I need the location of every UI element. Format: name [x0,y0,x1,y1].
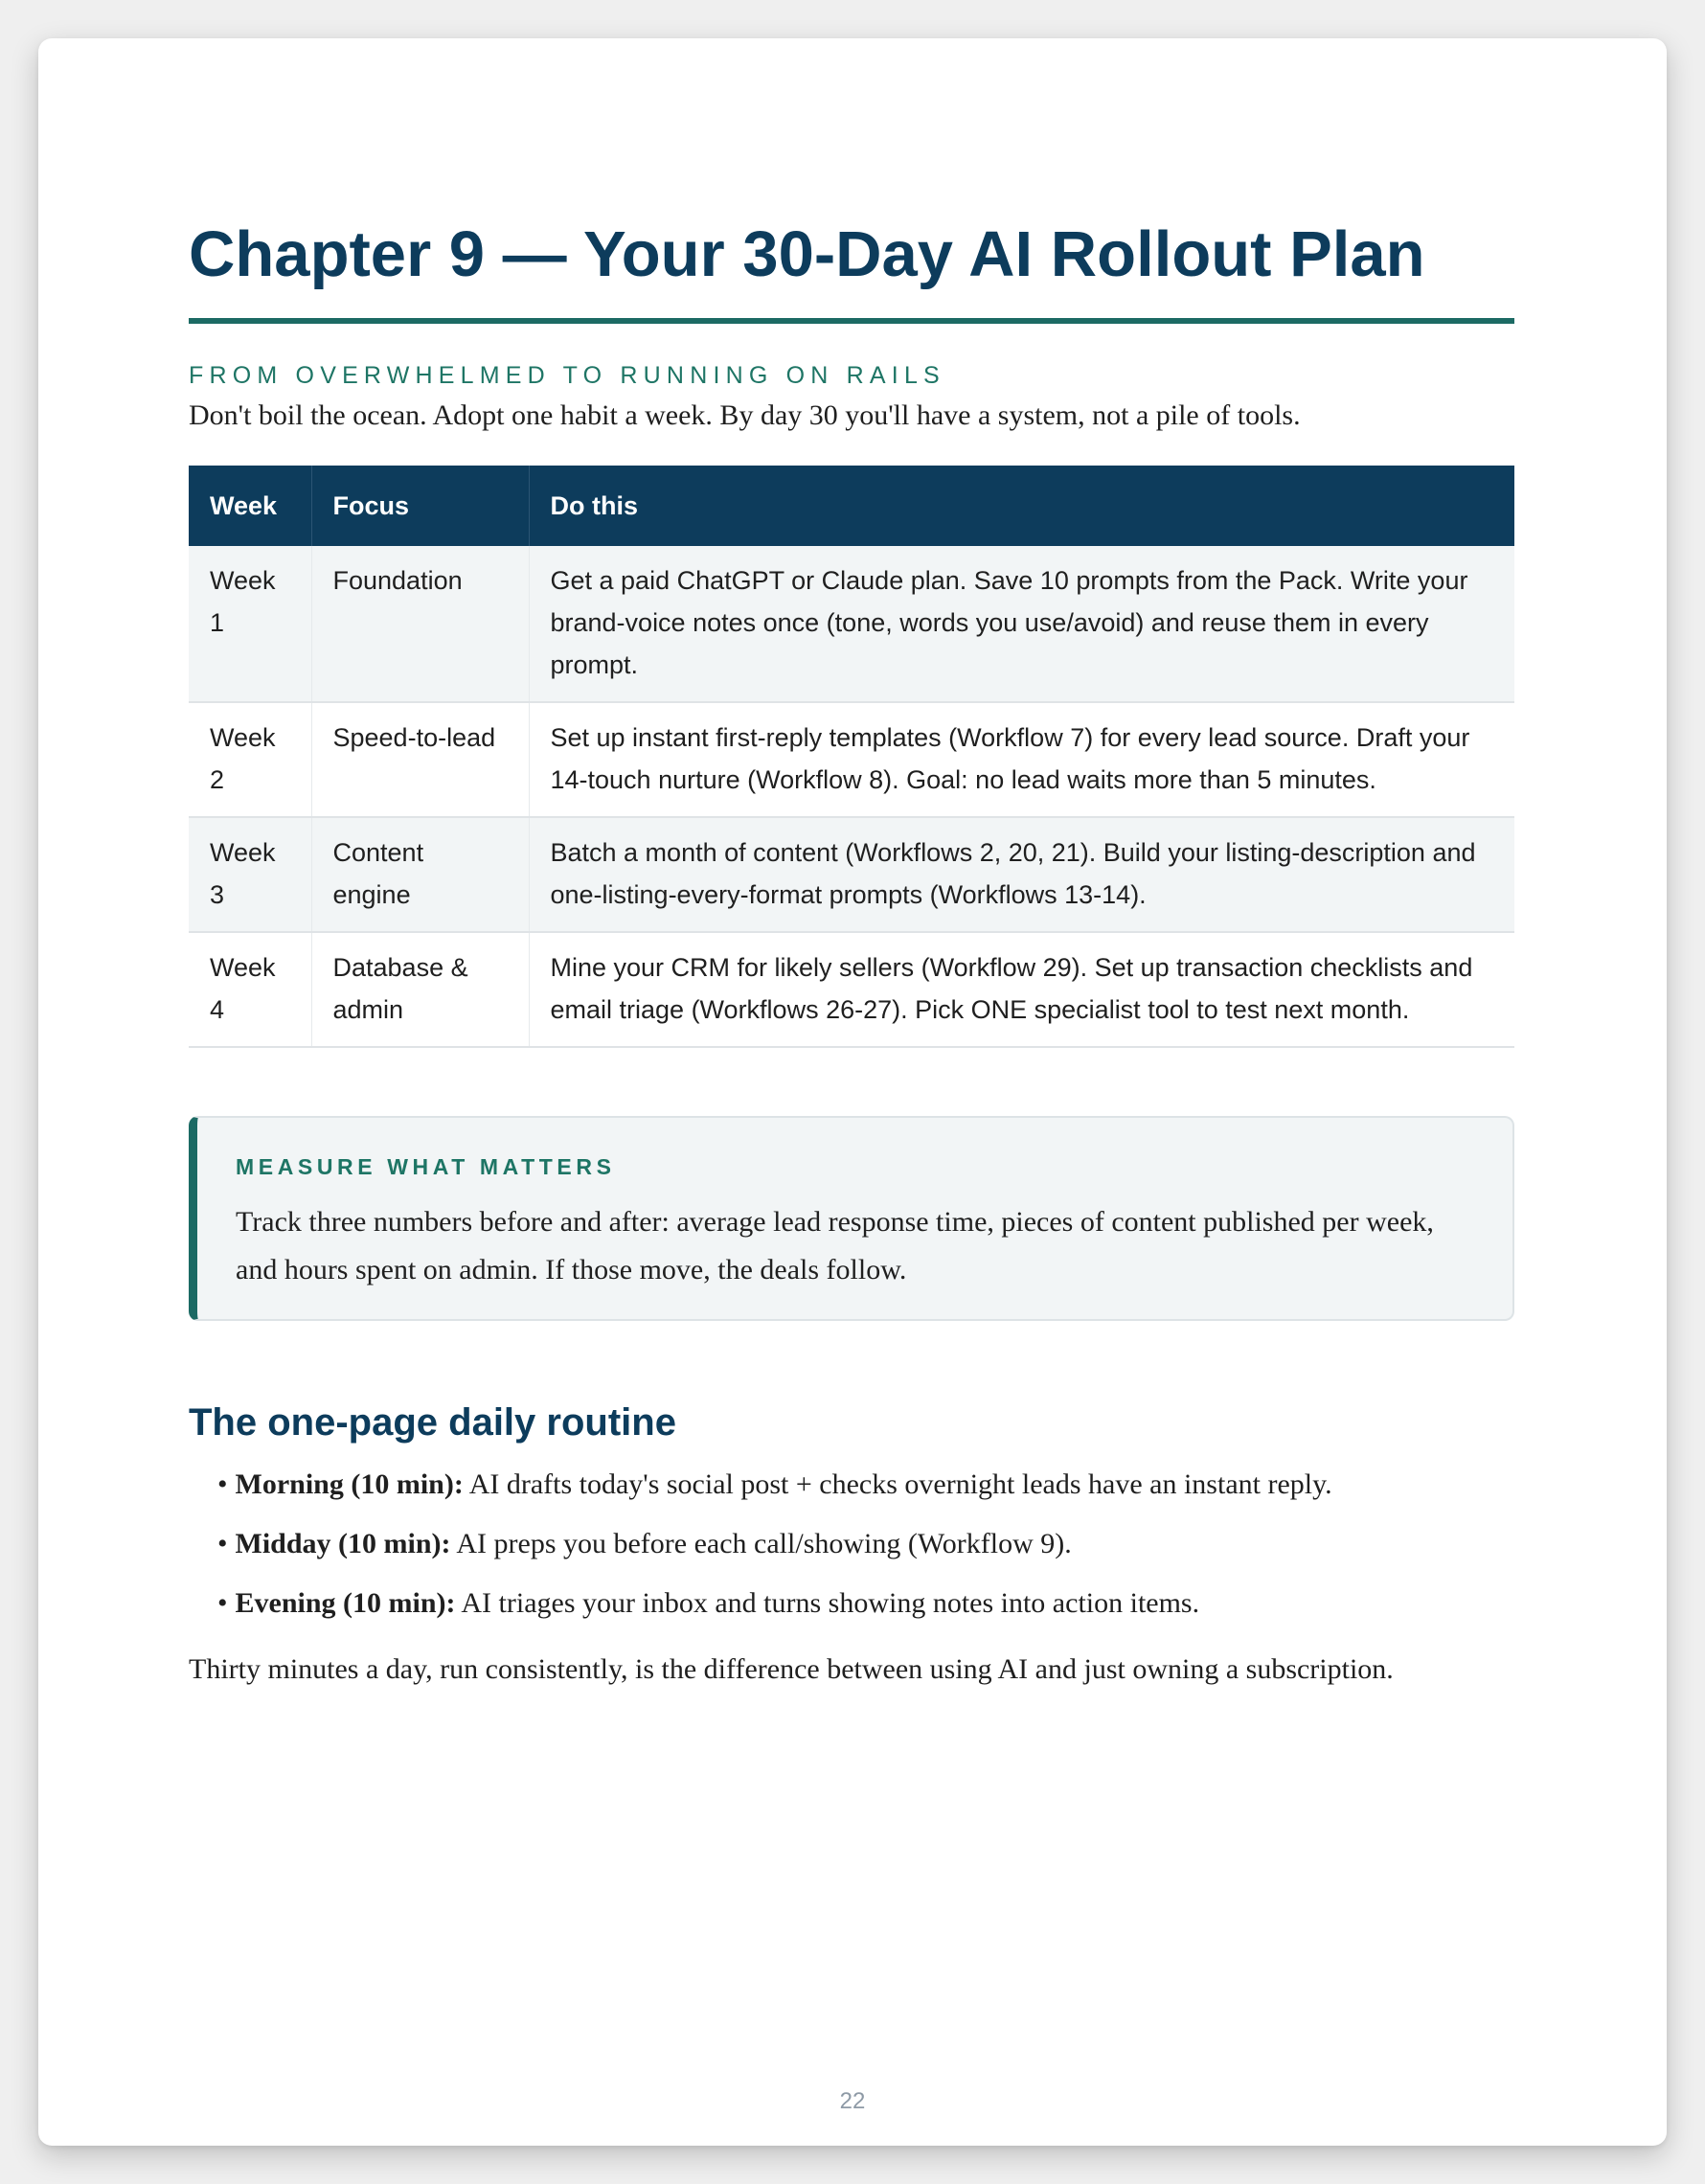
chapter-kicker: FROM OVERWHELMED TO RUNNING ON RAILS [189,362,945,389]
table-header [189,466,1514,546]
bullet-icon: • [217,1528,228,1559]
bullet-icon: • [217,1468,228,1500]
measure-callout [189,1116,1514,1321]
closing-paragraph: Thirty minutes a day, run consistently, is the difference between using AI and just owning a subscription. [189,1653,1394,1685]
document-page [38,38,1667,2146]
table-row [189,932,1514,1047]
table-row [189,546,1514,702]
list-item [217,1584,1332,1644]
callout-label: MEASURE WHAT MATTERS [236,1154,616,1179]
cell-action: Batch a month of content (Workflows 2, 20, 21). Build your listing-description and one-listing-every-format prompts (Workflows 13-14). [529,817,1514,932]
cell-action: Mine your CRM for likely sellers (Workflow 29). Set up transaction checklists and email triage (Workflows 26-27). Pick ONE specialist tool to test next month. [529,932,1514,1047]
rollout-plan-table [189,466,1514,1048]
bullet-icon: • [217,1587,228,1619]
chapter-title: Chapter 9 — Your 30-Day AI Rollout Plan [189,218,1425,290]
column-header-week: Week [189,466,311,546]
list-item [217,1466,1332,1525]
cell-focus: Database & admin [311,932,529,1047]
cell-week: Week 1 [189,546,311,702]
cell-action: Get a paid ChatGPT or Claude plan. Save 10 prompts from the Pack. Write your brand-voice notes once (tone, words you use/avoid) and reuse them in every prompt. [529,546,1514,702]
routine-lead-in: Evening (10 min): [235,1587,456,1619]
title-rule [189,318,1514,324]
page-number: 22 [839,2088,866,2114]
cell-action: Set up instant first-reply templates (Workflow 7) for every lead source. Draft your 14-touch nurture (Workflow 8). Goal: no lead waits more than 5 minutes. [529,702,1514,817]
chapter-intro: Don't boil the ocean. Adopt one habit a week. By day 30 you'll have a system, not a pile of tools. [189,399,1301,431]
cell-week: Week 4 [189,932,311,1047]
table-header-row [189,466,1514,546]
table-body [189,546,1514,1047]
list-item [217,1525,1332,1584]
routine-lead-in: Midday (10 min): [235,1528,451,1559]
routine-text: AI triages your inbox and turns showing notes into action items. [455,1587,1200,1619]
table-row [189,702,1514,817]
column-header-focus: Focus [311,466,529,546]
table-row [189,817,1514,932]
cell-focus: Foundation [311,546,529,702]
routine-text: AI drafts today's social post + checks overnight leads have an instant reply. [463,1468,1332,1500]
callout-text: Track three numbers before and after: average lead response time, pieces of content published per week, and hours spent on admin. If those move, the deals follow. [236,1206,1434,1285]
daily-routine-list [217,1466,1332,1644]
cell-week: Week 3 [189,817,311,932]
cell-focus: Speed-to-lead [311,702,529,817]
section-heading: The one-page daily routine [189,1401,676,1444]
cell-focus: Content engine [311,817,529,932]
column-header-do-this: Do this [529,466,1514,546]
cell-week: Week 2 [189,702,311,817]
routine-text: AI preps you before each call/showing (Workflow 9). [450,1528,1072,1559]
routine-lead-in: Morning (10 min): [235,1468,464,1500]
